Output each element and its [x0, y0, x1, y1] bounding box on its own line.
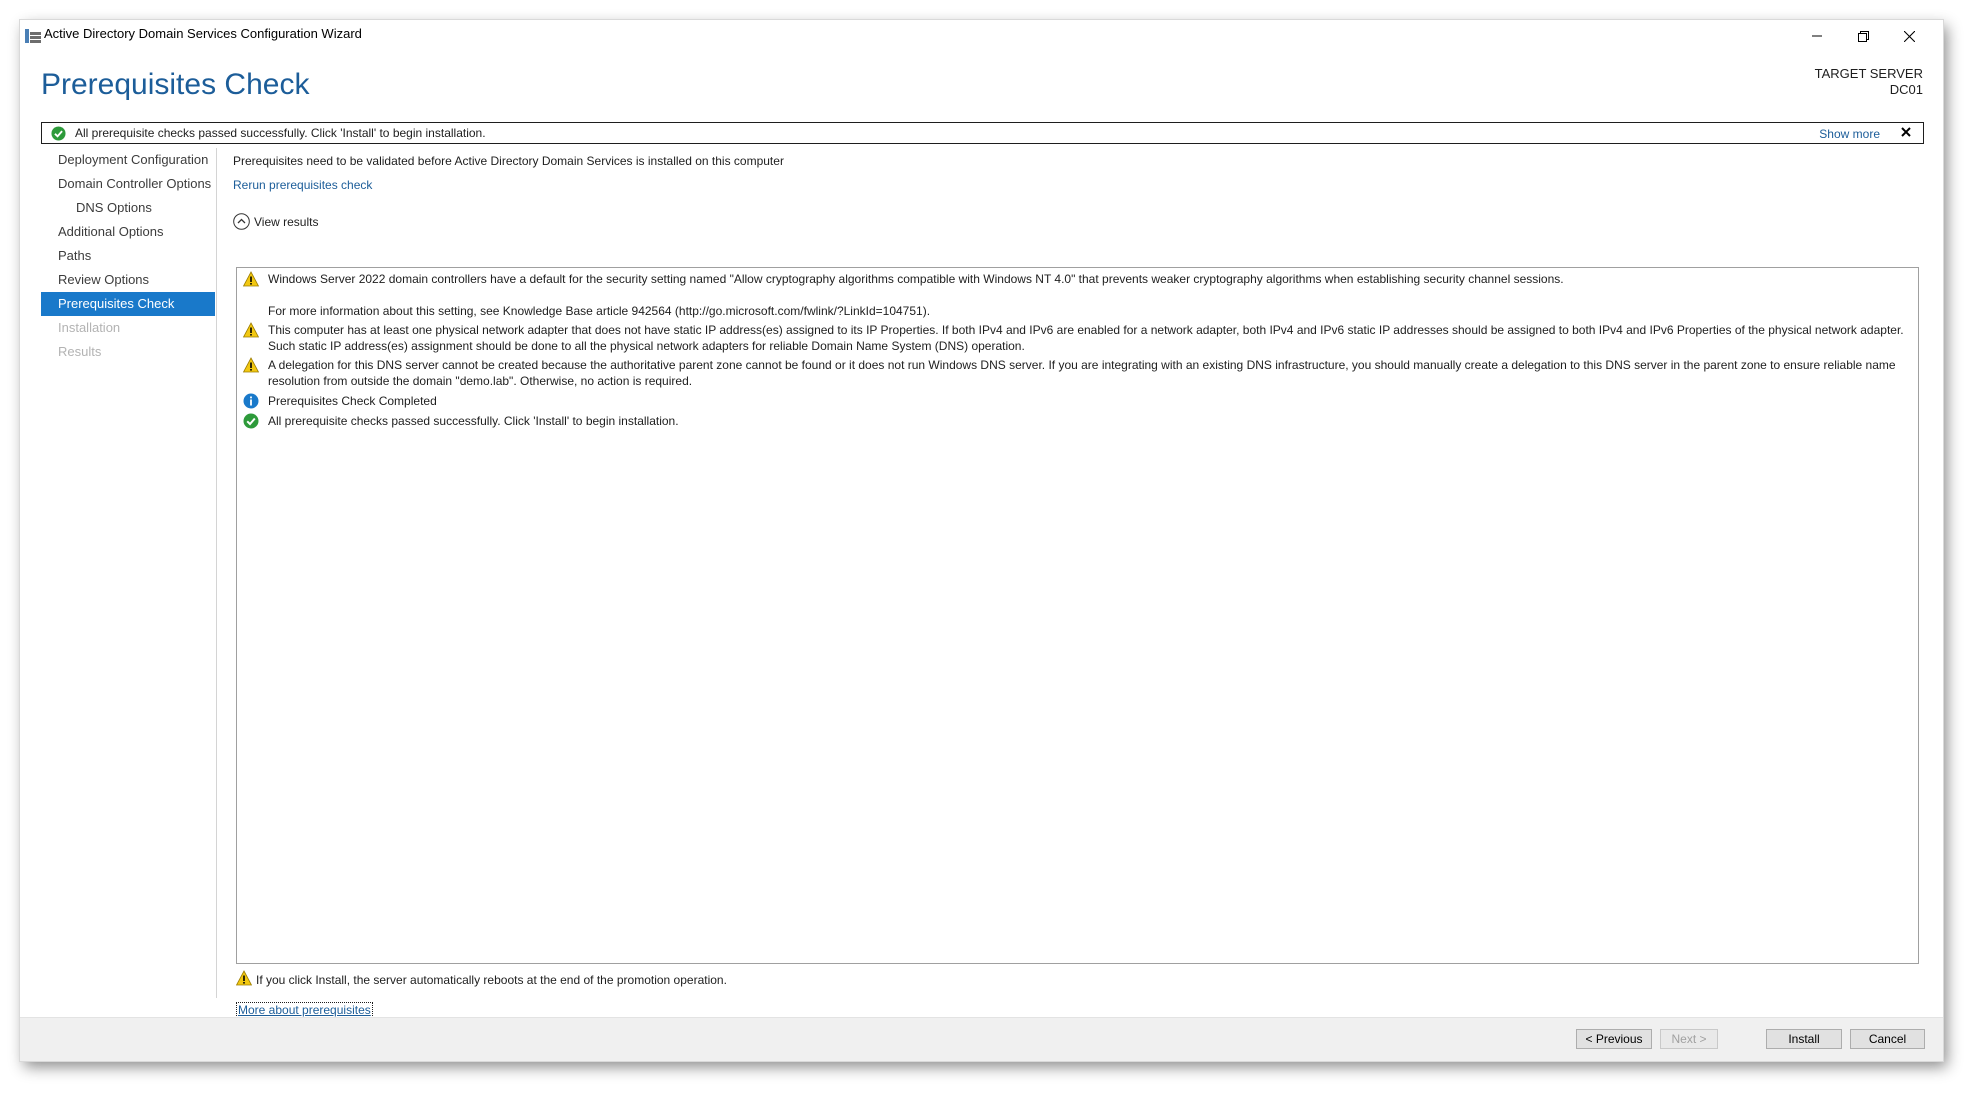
- result-item-info-note: [243, 303, 1910, 319]
- check-circle-icon: [51, 126, 66, 146]
- close-window-button[interactable]: [1887, 20, 1931, 52]
- check-circle-icon: [243, 413, 259, 429]
- next-button: Next >: [1660, 1029, 1718, 1049]
- nav-item-dns-options[interactable]: DNS Options: [76, 200, 152, 215]
- nav-item-prerequisites-check[interactable]: Prerequisites Check: [41, 292, 215, 316]
- cancel-button[interactable]: Cancel: [1850, 1029, 1925, 1049]
- nav-item-additional-options[interactable]: Additional Options: [58, 224, 164, 239]
- target-server: [1815, 66, 1923, 98]
- show-more-link[interactable]: Show more: [1819, 127, 1880, 141]
- chevron-up-circle-icon: [233, 213, 250, 230]
- minimize-icon: [1812, 31, 1822, 41]
- nav-item-results: Results: [58, 344, 102, 359]
- more-about-prerequisites-link[interactable]: More about prerequisites: [238, 1003, 371, 1017]
- status-banner: [41, 122, 1924, 144]
- results-list[interactable]: [236, 267, 1919, 964]
- wizard-window: [20, 20, 1943, 1061]
- warning-icon: [243, 357, 259, 373]
- close-icon: [1904, 31, 1915, 42]
- restore-button[interactable]: [1841, 20, 1885, 52]
- nav-item-domain-controller-options[interactable]: Domain Controller Options: [58, 176, 212, 191]
- info-icon: [243, 393, 259, 409]
- view-results-toggle[interactable]: [233, 213, 318, 230]
- result-text: For more information about this setting, see Knowledge Base article 942564 (http://go.microsoft.com/fwlink/?LinkId=104751).: [268, 304, 931, 318]
- result-item-warning: [243, 322, 1910, 354]
- result-text: All prerequisite checks passed successfully. Click 'Install' to begin installation.: [268, 414, 679, 428]
- previous-button[interactable]: < Previous: [1576, 1029, 1652, 1049]
- result-item-warning: [243, 357, 1910, 389]
- banner-close-icon[interactable]: [1899, 125, 1913, 139]
- nav-item-review-options[interactable]: Review Options: [58, 272, 150, 287]
- rerun-prerequisites-link[interactable]: Rerun prerequisites check: [233, 178, 373, 192]
- restore-icon: [1858, 31, 1869, 42]
- server-manager-icon: [24, 27, 42, 45]
- reboot-warning-text: If you click Install, the server automatically reboots at the end of the promotion operation.: [256, 972, 727, 987]
- install-button[interactable]: Install: [1766, 1029, 1842, 1049]
- warning-icon: [236, 970, 252, 989]
- nav-divider: [216, 148, 217, 998]
- nav-item-paths[interactable]: Paths: [58, 248, 92, 263]
- result-text: Windows Server 2022 domain controllers have a default for the security setting named "Allow cryptography algorithms compatible with Windows NT 4.0" that prevents weaker cryptography algorithms when establishing security channel sessions.: [268, 272, 1564, 286]
- warning-icon: [243, 322, 259, 338]
- view-results-label: View results: [254, 214, 319, 229]
- wizard-navigation: [41, 148, 215, 364]
- result-item-success: [243, 413, 1910, 429]
- result-text: This computer has at least one physical network adapter that does not have static IP address(es) assigned to its IP Properties. If both IPv4 and IPv6 are enabled for a network adapter, both IPv4 and IPv6 static IP addresses should be assigned to both IPv4 and IPv6 Properties of the physical network adapter. Such static IP address(es) assignment should be done to all the physical network adapters for reliable Domain Name System (DNS) operation.: [268, 323, 1904, 353]
- warning-icon: [243, 271, 259, 287]
- target-server-label: TARGET SERVER: [1814, 66, 1923, 81]
- target-server-name: DC01: [1889, 82, 1923, 97]
- title-bar[interactable]: [20, 20, 1943, 56]
- window-title: Active Directory Domain Services Configuration Wizard: [44, 26, 362, 41]
- result-text: Prerequisites Check Completed: [268, 394, 437, 408]
- nav-item-installation: Installation: [58, 320, 121, 335]
- reboot-warning: [236, 970, 727, 989]
- nav-item-deployment-configuration[interactable]: Deployment Configuration: [58, 152, 209, 167]
- minimize-button[interactable]: [1795, 20, 1839, 52]
- page-title: Prerequisites Check: [41, 68, 310, 101]
- button-bar: [20, 1017, 1943, 1061]
- banner-text: All prerequisite checks passed successfully. Click 'Install' to begin installation.: [75, 126, 486, 140]
- result-item-info: [243, 393, 1910, 409]
- description-text: Prerequisites need to be validated before Active Directory Domain Services is installed on this computer: [233, 154, 784, 168]
- result-text: A delegation for this DNS server cannot be created because the authoritative parent zone cannot be found or it does not run Windows DNS server. If you are integrating with an existing DNS infrastructure, you should manually create a delegation to this DNS server in the parent zone to ensure reliable name resolution from outside the domain "demo.lab". Otherwise, no action is required.: [268, 358, 1896, 388]
- result-item-warning: [243, 271, 1910, 287]
